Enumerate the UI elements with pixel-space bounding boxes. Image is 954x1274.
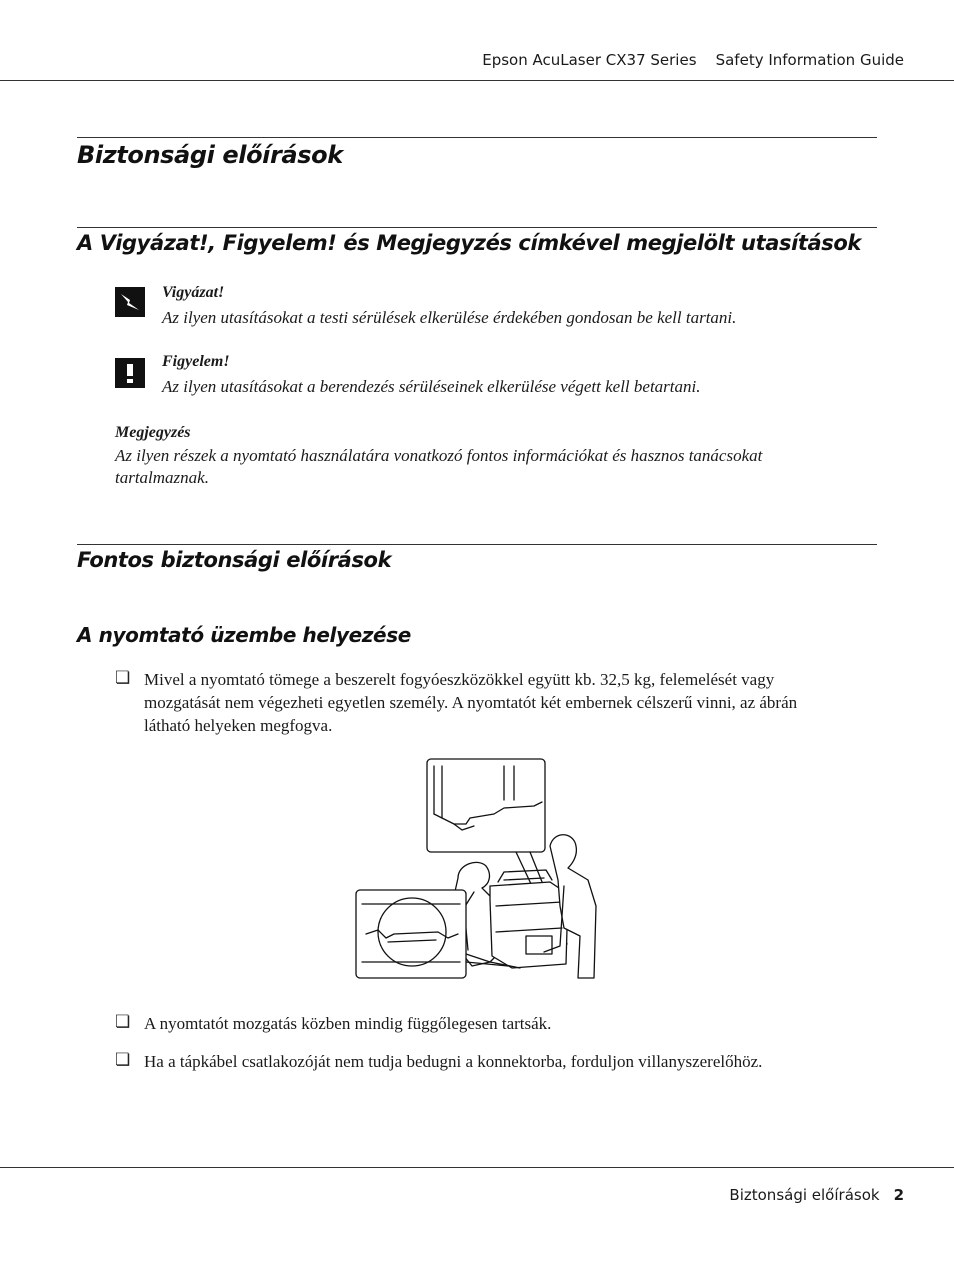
bullet-text-line: látható helyeken megfogva.	[144, 716, 333, 735]
subsection-heading-setup: A nyomtató üzembe helyezése	[77, 623, 411, 647]
page-title: Biztonsági előírások	[77, 141, 343, 169]
header-rule	[0, 80, 954, 81]
note-text-line: Az ilyen részek a nyomtató használatára vonatkozó fontos információkat és hasznos tanácsokat	[115, 446, 763, 465]
exclamation-caution-icon	[115, 358, 145, 388]
bullet-text: A nyomtatót mozgatás közben mindig függőlegesen tartsák.	[144, 1014, 552, 1033]
header-product: Epson AcuLaser CX37 Series	[482, 51, 697, 69]
section-rule	[77, 137, 877, 138]
checkbox-bullet-icon: ❏	[115, 668, 131, 687]
section-heading-important: Fontos biztonsági előírások	[77, 548, 392, 572]
checkbox-bullet-icon: ❏	[115, 1050, 131, 1069]
section-rule	[77, 227, 877, 228]
note-text-line: tartalmaznak.	[115, 468, 209, 487]
printer-lifting-illustration	[354, 756, 602, 982]
running-footer	[0, 1186, 904, 1204]
footer-rule	[0, 1167, 954, 1168]
section-rule	[77, 544, 877, 545]
note-title: Megjegyzés	[115, 424, 191, 441]
checkbox-bullet-icon: ❏	[115, 1012, 131, 1031]
warning-text: Az ilyen utasításokat a testi sérülések elkerülése érdekében gondosan be kell tartani.	[162, 308, 737, 327]
bullet-text-line: Mivel a nyomtató tömege a beszerelt fogyóeszközökkel együtt kb. 32,5 kg, felemelését vagy	[144, 670, 775, 689]
bullet-text: Ha a tápkábel csatlakozóját nem tudja bedugni a konnektorba, forduljon villanyszerelőhöz.	[144, 1052, 763, 1071]
page-number: 2	[893, 1186, 904, 1204]
section-heading-labels: A Vigyázat!, Figyelem! és Megjegyzés címkével megjelölt utasítások	[77, 231, 861, 255]
footer-section: Biztonsági előírások	[729, 1186, 880, 1204]
caution-title: Figyelem!	[162, 353, 230, 370]
bullet-text-line: mozgatását nem végezheti egyetlen személy. A nyomtatót két embernek célszerű vinni, az ábrán	[144, 693, 798, 712]
running-header	[0, 51, 904, 69]
caution-text: Az ilyen utasításokat a berendezés sérüléseinek elkerülése végett kell betartani.	[162, 377, 701, 396]
header-guide: Safety Information Guide	[715, 51, 904, 69]
lightning-warning-icon	[115, 287, 145, 317]
warning-title: Vigyázat!	[162, 284, 225, 301]
